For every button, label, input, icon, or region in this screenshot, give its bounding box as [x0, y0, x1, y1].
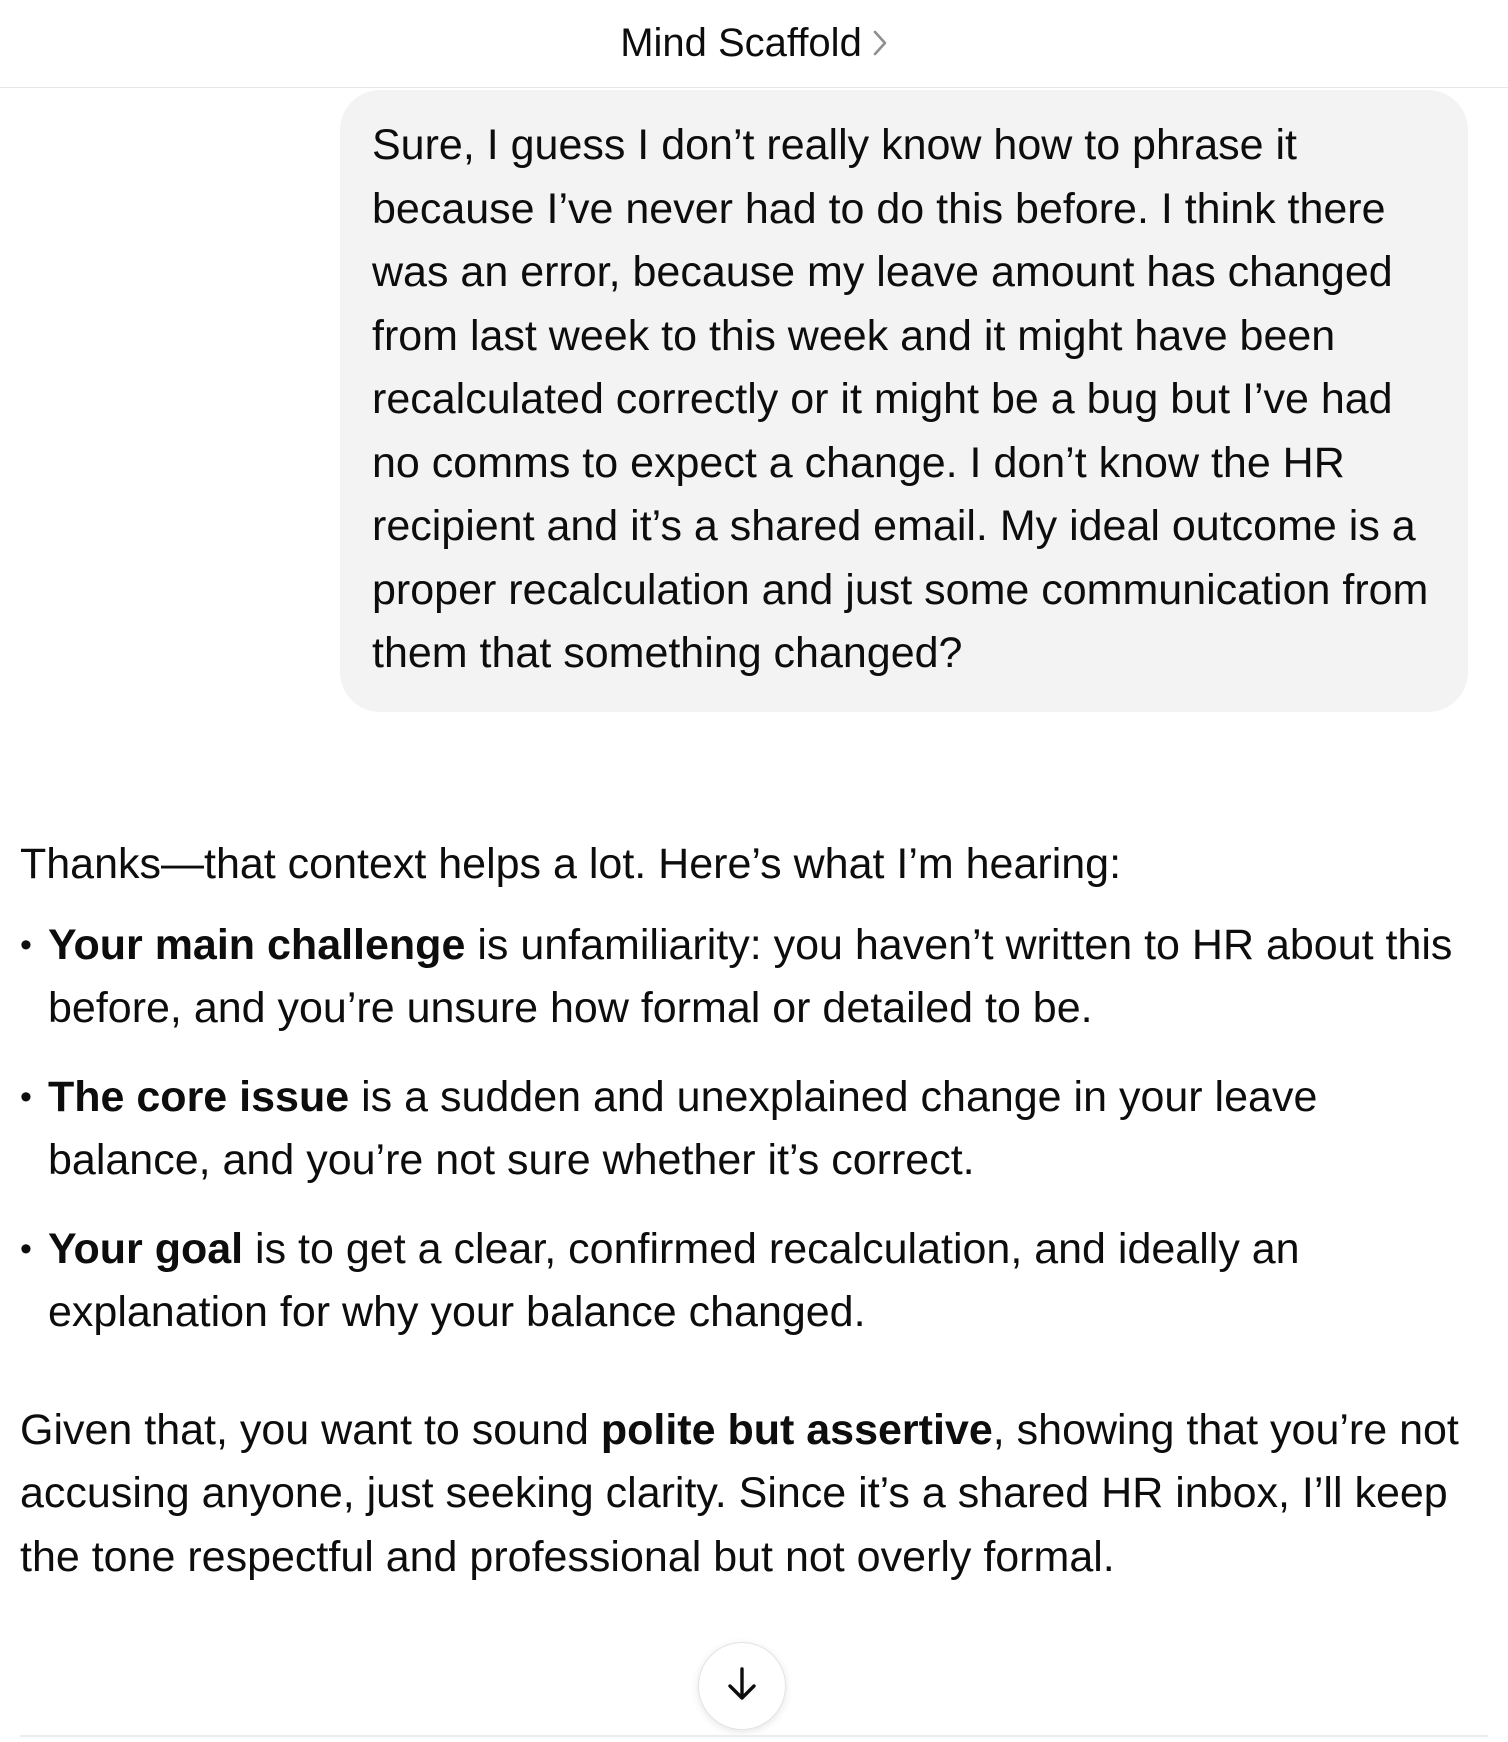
arrow-down-icon: [722, 1664, 762, 1709]
assistant-intro: Thanks—that context helps a lot. Here’s what I’m hearing:: [20, 840, 1122, 888]
bullet-item: [20, 1218, 1460, 1345]
chat-header: [0, 0, 1508, 88]
assistant-closing-paragraph: [20, 1399, 1460, 1590]
bullet-text: is a sudden and unexplained change in your leave balance, and you’re not sure whether it’s correct.: [48, 1072, 1318, 1184]
closing-text-after: , showing that you’re not accusing anyone, just seeking clarity. Since it’s a shared HR inbox, I’ll keep the tone respectful and professional but not overly formal.: [20, 1405, 1459, 1581]
assistant-message: [20, 833, 1460, 1589]
closing-bold: polite but assertive: [600, 1405, 993, 1454]
composer-divider: [20, 1735, 1488, 1737]
bullet-item: [20, 914, 1460, 1041]
bullet-item: [20, 1066, 1460, 1193]
bullet-text: is to get a clear, confirmed recalculation, and ideally an explanation for why your balance changed.: [48, 1224, 1300, 1336]
assistant-bullet-list: [20, 914, 1460, 1345]
bullet-text: is unfamiliarity: you haven’t written to HR about this before, and you’re unsure how formal or detailed to be.: [48, 920, 1453, 1032]
chevron-right-icon: [872, 29, 888, 62]
chat-title-button[interactable]: [620, 21, 888, 66]
bullet-bold: Your goal: [48, 1224, 244, 1273]
scroll-to-bottom-button[interactable]: [698, 1642, 786, 1730]
chat-title: Mind Scaffold: [620, 21, 862, 65]
closing-text-before: Given that, you want to sound: [20, 1405, 601, 1454]
user-message-bubble: [340, 90, 1468, 712]
bullet-bold: Your main challenge: [48, 920, 466, 969]
user-message-text: Sure, I guess I don’t really know how to phrase it because I’ve never had to do this before. I think there was an error, because my leave amount has changed from last week to this week and it might have been recalculated correctly or it might be a bug but I’ve had no comms to expect a change. I don’t know the HR recipient and it’s a shared email. My ideal outcome is a proper recalculation and just some communication from them that something changed?: [372, 121, 1429, 677]
bullet-bold: The core issue: [48, 1072, 350, 1121]
